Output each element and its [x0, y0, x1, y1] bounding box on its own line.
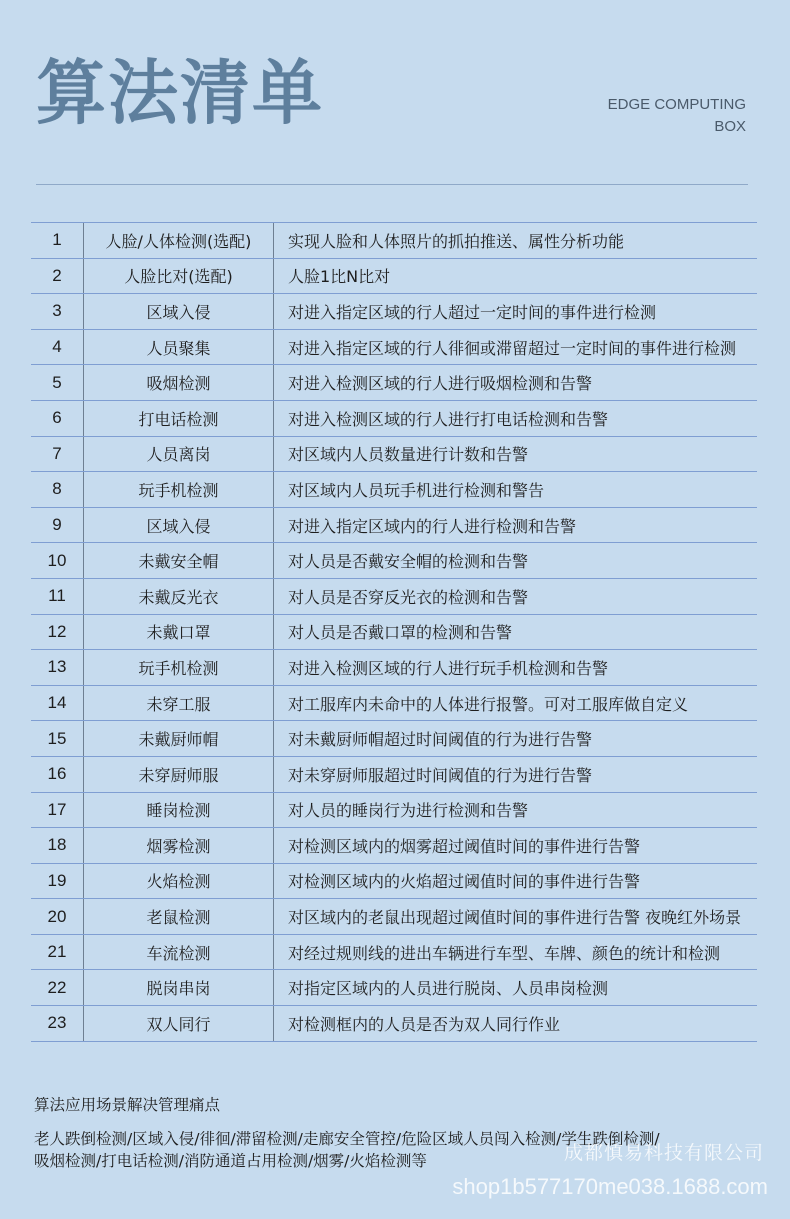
algorithm-description: 对经过规则线的进出车辆进行车型、车牌、颜色的统计和检测	[288, 943, 721, 963]
algorithm-name: 火焰检测	[83, 864, 274, 899]
algorithm-description: 对检测区域内的火焰超过阈值时间的事件进行告警	[288, 872, 641, 892]
algorithm-description: 对指定区域内的人员进行脱岗、人员串岗检测	[288, 979, 609, 999]
row-number: 12	[47, 621, 67, 641]
row-number: 20	[47, 906, 67, 926]
scenes-heading: 算法应用场景解决管理痛点	[34, 1096, 221, 1114]
table-row	[31, 793, 757, 829]
algorithm-description: 对人员的睡岗行为进行检测和告警	[288, 801, 529, 821]
table-row	[31, 899, 757, 935]
table-row	[31, 579, 757, 615]
row-number: 1	[52, 230, 62, 250]
watermark-url: shop1b577170me038.1688.com	[452, 1174, 768, 1199]
algorithm-name: 未戴厨师帽	[83, 721, 274, 756]
table-row	[31, 828, 757, 864]
row-number: 2	[52, 265, 62, 285]
algorithm-description: 对进入检测区域的行人进行吸烟检测和告警	[288, 374, 593, 394]
algorithm-description: 对区域内人员数量进行计数和告警	[288, 445, 529, 465]
table-row	[31, 401, 757, 437]
table-row	[31, 223, 757, 259]
table-row	[31, 721, 757, 757]
algorithm-name: 脱岗串岗	[83, 970, 274, 1005]
algorithm-description: 对区域内的老鼠出现超过阈值时间的事件进行告警 夜晚红外场景	[288, 908, 742, 928]
algorithm-description: 对人员是否戴安全帽的检测和告警	[288, 552, 529, 572]
row-number: 11	[48, 586, 66, 606]
algorithm-description: 对区域内人员玩手机进行检测和警告	[288, 480, 545, 500]
table-row	[31, 365, 757, 401]
algorithm-name: 未戴安全帽	[83, 543, 274, 578]
algorithm-description: 对工服库内未命中的人体进行报警。可对工服库做自定义	[288, 694, 689, 714]
row-number: 3	[52, 301, 62, 321]
row-number: 5	[52, 372, 62, 392]
page-title: 算法清单	[36, 52, 324, 134]
algorithm-description: 对进入指定区域的行人超过一定时间的事件进行检测	[288, 302, 657, 322]
table-row	[31, 615, 757, 651]
algorithm-name: 人脸/人体检测(选配)	[83, 223, 274, 258]
row-number: 17	[47, 799, 67, 819]
algorithm-description: 对未戴厨师帽超过时间阈值的行为进行告警	[288, 730, 593, 750]
row-number: 16	[47, 764, 67, 784]
algorithm-table	[31, 222, 757, 1042]
table-row	[31, 650, 757, 686]
algorithm-name: 未戴反光衣	[83, 579, 274, 614]
table-row	[31, 259, 757, 295]
row-number: 6	[52, 408, 62, 428]
row-number: 21	[47, 942, 67, 962]
row-number: 8	[52, 479, 62, 499]
algorithm-name: 未穿厨师服	[83, 757, 274, 792]
algorithm-name: 玩手机检测	[83, 650, 274, 685]
row-number: 19	[47, 870, 67, 890]
algorithm-name: 睡岗检测	[83, 793, 274, 828]
algorithm-description: 对进入检测区域的行人进行打电话检测和告警	[288, 409, 609, 429]
row-number: 18	[47, 835, 67, 855]
algorithm-description: 对人员是否穿反光衣的检测和告警	[288, 587, 529, 607]
page-subtitle	[608, 94, 746, 138]
table-row	[31, 686, 757, 722]
algorithm-name: 人员离岗	[83, 437, 274, 472]
table-row	[31, 294, 757, 330]
watermark-company: 成都慎易科技有限公司	[563, 1143, 764, 1164]
table-row	[31, 508, 757, 544]
row-number: 22	[47, 977, 67, 997]
row-number: 14	[47, 693, 67, 713]
algorithm-description: 对进入指定区域的行人徘徊或滞留超过一定时间的事件进行检测	[288, 338, 737, 358]
row-number: 10	[47, 550, 67, 570]
subtitle-line-1: EDGE COMPUTING	[607, 96, 746, 113]
table-row	[31, 970, 757, 1006]
algorithm-name: 打电话检测	[83, 401, 274, 436]
table-row	[31, 1006, 757, 1042]
scenes-line-2: 吸烟检测/打电话检测/消防通道占用检测/烟雾/火焰检测等	[34, 1152, 427, 1170]
table-row	[31, 330, 757, 366]
algorithm-name: 烟雾检测	[83, 828, 274, 863]
table-row	[31, 864, 757, 900]
row-number: 7	[52, 443, 62, 463]
row-number: 15	[47, 728, 67, 748]
header-divider	[36, 184, 748, 185]
row-number: 23	[47, 1013, 67, 1033]
table-row	[31, 757, 757, 793]
table-row	[31, 935, 757, 971]
table-row	[31, 472, 757, 508]
algorithm-description: 对未穿厨师服超过时间阈值的行为进行告警	[288, 765, 593, 785]
algorithm-description: 对人员是否戴口罩的检测和告警	[288, 623, 513, 643]
row-number: 9	[52, 515, 62, 535]
algorithm-name: 区域入侵	[83, 294, 274, 329]
algorithm-name: 玩手机检测	[83, 472, 274, 507]
row-number: 4	[52, 337, 62, 357]
algorithm-name: 老鼠检测	[83, 899, 274, 934]
algorithm-description: 对检测框内的人员是否为双人同行作业	[288, 1014, 561, 1034]
algorithm-name: 未戴口罩	[83, 615, 274, 650]
algorithm-description: 实现人脸和人体照片的抓拍推送、属性分析功能	[288, 231, 625, 251]
scenes-line-1: 老人跌倒检测/区域入侵/徘徊/滞留检测/走廊安全管控/危险区域人员闯入检测/学生跌倒检测/	[34, 1130, 660, 1148]
algorithm-description: 对检测区域内的烟雾超过阈值时间的事件进行告警	[288, 836, 641, 856]
algorithm-name: 人员聚集	[83, 330, 274, 365]
algorithm-description: 对进入指定区域内的行人进行检测和告警	[288, 516, 577, 536]
algorithm-name: 区域入侵	[83, 508, 274, 543]
algorithm-description: 对进入检测区域的行人进行玩手机检测和告警	[288, 658, 609, 678]
algorithm-name: 未穿工服	[83, 686, 274, 721]
algorithm-name: 双人同行	[83, 1006, 274, 1041]
subtitle-line-2: BOX	[714, 118, 746, 135]
table-row	[31, 437, 757, 473]
algorithm-description: 人脸1比N比对	[288, 267, 391, 287]
algorithm-name: 吸烟检测	[83, 365, 274, 400]
row-number: 13	[47, 657, 67, 677]
algorithm-name: 车流检测	[83, 935, 274, 970]
algorithm-name: 人脸比对(选配)	[83, 259, 274, 294]
table-row	[31, 543, 757, 579]
